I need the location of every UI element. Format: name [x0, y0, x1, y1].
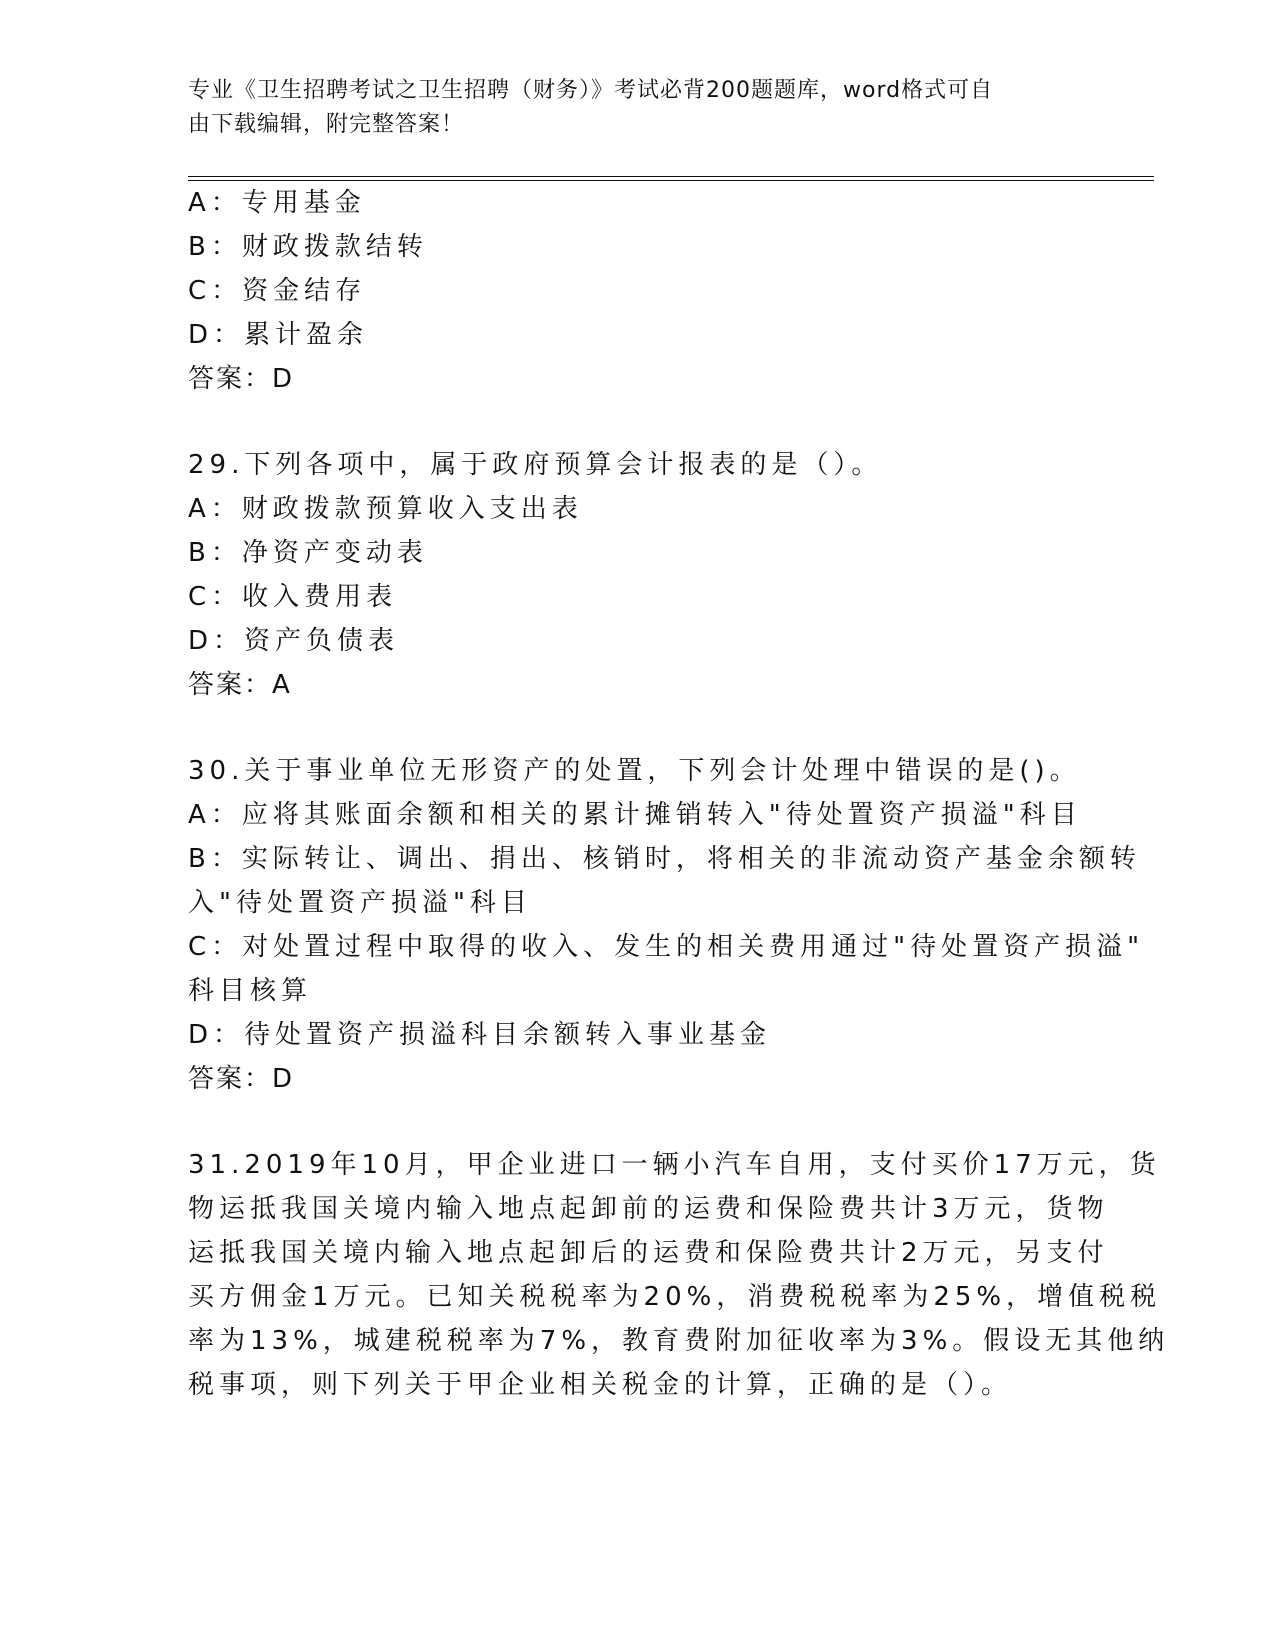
- q31-line-1: 31.2019年10月，甲企业进口一辆小汽车自用，支付买价17万元，货: [188, 1150, 1161, 1180]
- q30-option-c-line-2: 科目核算: [188, 976, 313, 1006]
- q30-option-a: A：应将其账面余额和相关的累计摊销转入"待处置资产损溢"科目: [188, 800, 1082, 830]
- q28-option-c: C：资金结存: [188, 276, 367, 306]
- q28-answer: 答案：D: [188, 364, 295, 394]
- q29-option-a: A：财政拨款预算收入支出表: [188, 494, 583, 524]
- q28-option-a: A：专用基金: [188, 188, 366, 218]
- q30-answer: 答案：D: [188, 1064, 295, 1094]
- q29-answer: 答案：A: [188, 670, 292, 700]
- q29-option-c: C：收入费用表: [188, 582, 398, 612]
- q28-option-d: D：累计盈余: [188, 320, 369, 350]
- q31-line-2: 物运抵我国关境内输入地点起卸前的运费和保险费共计3万元，货物: [188, 1194, 1109, 1224]
- q28-option-b: B：财政拨款结转: [188, 232, 428, 262]
- q31-line-3: 运抵我国关境内输入地点起卸后的运费和保险费共计2万元，另支付: [188, 1238, 1109, 1268]
- header-line-2: 由下载编辑，附完整答案！: [188, 112, 465, 137]
- q29-option-b: B：净资产变动表: [188, 538, 428, 568]
- q30-question: 30.关于事业单位无形资产的处置，下列会计处理中错误的是()。: [188, 756, 1081, 786]
- q31-line-4: 买方佣金1万元。已知关税税率为20%，消费税税率为25%，增值税税: [188, 1282, 1162, 1312]
- q30-option-b-line-2: 入"待处置资产损溢"科目: [188, 888, 532, 918]
- document-header: [188, 74, 1068, 142]
- q31-line-6: 税事项，则下列关于甲企业相关税金的计算，正确的是（）。: [188, 1370, 1013, 1400]
- q30-option-d: D：待处置资产损溢科目余额转入事业基金: [188, 1020, 772, 1050]
- header-line-1: 专业《卫生招聘考试之卫生招聘（财务）》考试必背200题题库，word格式可自: [188, 78, 994, 103]
- q29-question: 29.下列各项中，属于政府预算会计报表的是（）。: [188, 450, 883, 480]
- q31-line-5: 率为13%，城建税税率为7%，教育费附加征收率为3%。假设无其他纳: [188, 1326, 1170, 1356]
- q30-option-c-line-1: C：对处置过程中取得的收入、发生的相关费用通过"待处置资产损溢": [188, 932, 1145, 962]
- q30-option-b-line-1: B：实际转让、调出、捐出、核销时，将相关的非流动资产基金余额转: [188, 844, 1141, 874]
- q29-option-d: D：资产负债表: [188, 626, 400, 656]
